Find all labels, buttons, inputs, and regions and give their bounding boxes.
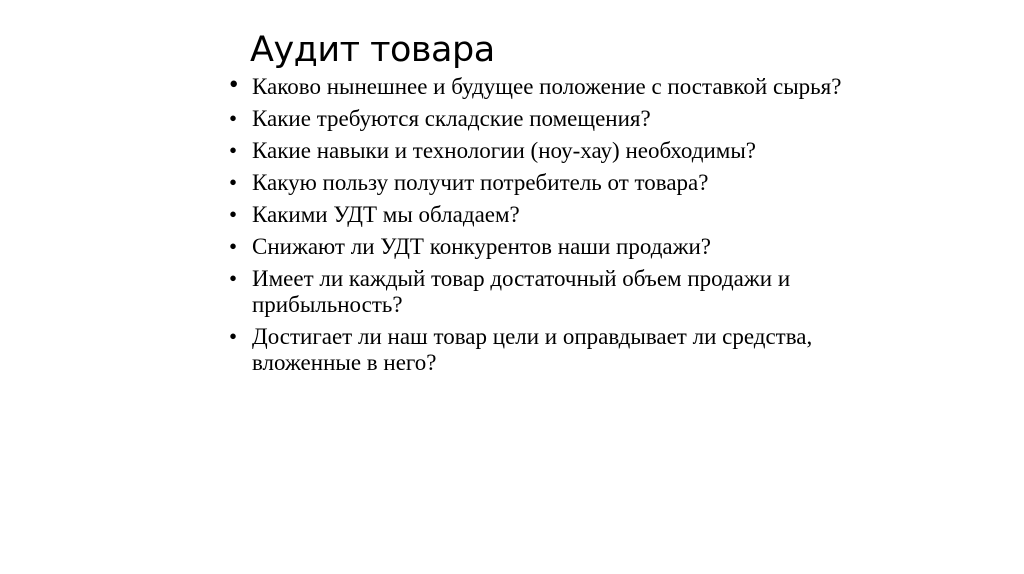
- bullet-list: [229, 69, 909, 382]
- list-item: [229, 138, 909, 164]
- bullet-icon: •: [229, 324, 238, 349]
- bullet-icon: •: [229, 69, 239, 99]
- list-item: [229, 324, 909, 376]
- list-item-text: Какие требуются складские помещения?: [252, 106, 651, 131]
- bullet-icon: •: [229, 234, 238, 259]
- bullet-icon: •: [229, 138, 238, 163]
- list-item: [229, 234, 909, 260]
- list-item: [229, 170, 909, 196]
- list-item-text: Какую пользу получит потребитель от товара?: [252, 170, 709, 195]
- bullet-icon: •: [229, 106, 238, 131]
- list-item: [229, 202, 909, 228]
- list-item-text: Имеет ли каждый товар достаточный объем продажи и прибыльность?: [252, 266, 791, 317]
- list-item-text: Достигает ли наш товар цели и оправдывает ли средства, вложенные в него?: [252, 324, 813, 375]
- list-item-text: Какие навыки и технологии (ноу-хау) необходимы?: [252, 138, 756, 163]
- list-item-text: Какими УДТ мы обладаем?: [252, 202, 520, 227]
- bullet-icon: •: [229, 170, 238, 195]
- list-item: [229, 69, 909, 100]
- bullet-icon: •: [229, 202, 238, 227]
- bullet-icon: •: [229, 266, 238, 291]
- list-item: [229, 106, 909, 132]
- list-item-text: Снижают ли УДТ конкурентов наши продажи?: [252, 234, 712, 259]
- slide-title: Аудит товара: [250, 30, 495, 70]
- list-item-text: Каково нынешнее и будущее положение с поставкой сырья?: [252, 74, 842, 99]
- list-item: [229, 266, 909, 318]
